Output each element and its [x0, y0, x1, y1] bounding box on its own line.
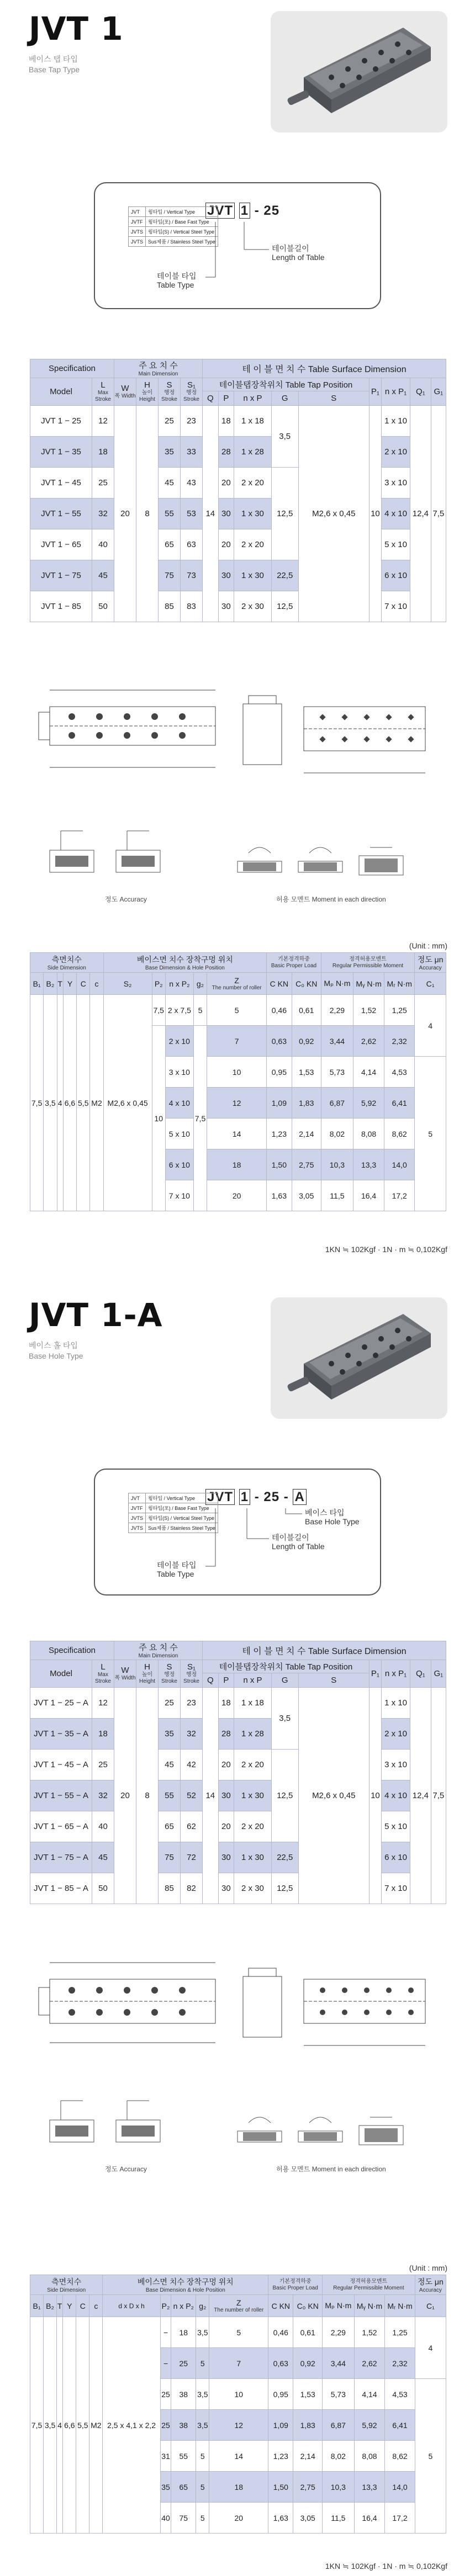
- page-title-a: JVT 1-A: [29, 1296, 163, 1334]
- order-code-box: [94, 182, 381, 309]
- accuracy-diagram-a: [39, 2092, 193, 2159]
- accuracy-label: 정도 Accuracy: [105, 895, 147, 903]
- moment-diagram-a: [232, 2092, 414, 2159]
- technical-drawing: [28, 674, 447, 801]
- footnote: 1KN ≒ 102Kgf · 1N · m ≒ 0,102Kgf: [325, 1245, 447, 1254]
- spec-table: Specification 주 요 치 수 Main Dimension 테 이 블 면 치 수 Table Surface Dimension Model L Max Stroke W 폭 Width H 높이 Height S 행정 Stroke S₁ 행정 Stroke 테이블탭장착위치 Table Tap Position P₁ n x P₁ Q₁ G₁ Q P n x P G S JVT 1 − 25 12 20 8 25 23 14 18 1 x 18 3,5 M2,6 x 0,45 10 1 x 10 12,4 7,5 JVT 1 − 35 18 35 33 28 1 x 28 2 x 10 JVT 1 − 45 25 45 43 20 2 x 20 12,5 3 x 10 JVT 1 − 55 32 55 53 30 1 x 30 4 x 10 JVT 1 − 65 40 65 63 20 2 x 20 5 x 10 JVT 1 − 75 45 75 73 30 1 x 30 22,5 6 x 10 JVT 1 − 85 50 85 83 30 2 x 30 12,5 7 x 10: [30, 359, 446, 622]
- accuracy-diagram: [39, 823, 193, 889]
- length-label: 테이블길이 Length of Table: [272, 244, 325, 262]
- product-image: [265, 6, 453, 138]
- spec-table-a: Specification 주 요 치 수 Main Dimension 테 이 블 면 치 수 Table Surface Dimension Model L Max Stroke W 폭 Width H 높이 Height S 행정 Stroke S₁ 행정 Stroke 테이블탭장착위치 Table Tap Position P₁ n x P₁ Q₁ G₁ Q P n x P G S JVT 1 − 25 − A 12 20 8 25 23 14 18 1 x 18 3,5 M2,6 x 0,45 10 1 x 10 12,4 7,5 JVT 1 − 35 − A 18 35 32 28 1 x 28 2 x 10 JVT 1 − 45 − A 25 45 42 20 2 x 20 12,5 3 x 10 JVT 1 − 55 − A 32 55 52 30 1 x 30 4 x 10 JVT 1 − 65 − A 40 65 62 20 2 x 20 5 x 10 JVT 1 − 75 − A 45 75 72 30 1 x 30 22,5 6 x 10 JVT 1 − 85 − A 50 85 82 30 2 x 30 12,5 7 x 10: [30, 1641, 446, 1904]
- jvt1a-section: [0, 1286, 475, 2576]
- base-table-a: 측면치수 Side Dimension 베이스면 치수 장착구멍 위치 Base Dimension & Hole Position 기본정격하중 Basic Proper Load 정격허용모멘트 Regular Permissible Moment 정도 μn Accuracy B₁ B₂ T Y C c d x D x h P₂ n x P₂ g₂ Z The number of roller C KN C₀ KN Mₚ N·m Mᵧ N·m Mᵣ N·m C₁ 7,5 3,5 4 6,6 5,5 M2 2,5 x 4,1 x 2,2 − 18 3,5 5 0,46 0,61 2,29 1,52 1,25 4 − 25 5 7 0,63 0,92 3,44 2,62 2,32 25 38 3,5 10 0,95 1,53 5,73 4,14 4,53 5 25 38 3,5 12 1,09 1,83 6,87 5,92 6,41 31 55 5 14 1,23 2,14 8,02 8,08 8,62 35 65 5 18 1,50 2,75 10,3 13,3 14,0 40 75 5 20 1,63 3,05 11,5 16,4 17,2: [30, 2275, 446, 2533]
- base-type-label-a: 베이스 타입 Base Hole Type: [305, 1508, 360, 1526]
- units-label: (Unit : mm): [409, 941, 447, 950]
- type-legend: JVT 윙타입 / Vertical Type JVTF 윙타입(포) / Base Fast Type JVTS 윙타입(S) / Vertical Steel Type JVTS Sus제품 / Stainless Steel Type: [128, 206, 218, 247]
- table-type-label-a: 테이블 타입 Table Type: [157, 1561, 197, 1578]
- page-subtitle-en: Base Tap Type: [29, 65, 80, 74]
- product-image-a: [265, 1292, 453, 1424]
- units-label-a: (Unit : mm): [409, 2264, 447, 2272]
- order-code-a: JVT 1 - 25 - A: [205, 1490, 307, 1505]
- base-table: 측면치수 Side Dimension 베이스면 치수 장착구멍 위치 Base Dimension & Hole Position 기본정격하중 Basic Proper Load 정격허용모멘트 Regular Permissible Moment 정도 μn Accuracy B₁ B₂ T Y C c S₂ P₂ n x P₂ g₂ Z The number of roller C KN C₀ KN Mₚ N·m Mᵧ N·m Mᵣ N·m C₁ 7,5 3,5 4 6,6 5,5 M2 M2,6 x 0,45 7,5 2 x 7,5 5 5 0,46 0,61 2,29 1,52 1,25 4 10 2 x 10 7,5 7 0,63 0,92 3,44 2,62 2,32 3 x 10 10 0,95 1,53 5,73 4,14 4,53 5 4 x 10 12 1,09 1,83 6,87 5,92 6,41 5 x 10 14 1,23 2,14 8,02 8,08 8,62 6 x 10 18 1,50 2,75 10,3 13,3 14,0 7 x 10 20 1,63 3,05 11,5 16,4 17,2: [30, 952, 446, 1211]
- type-legend-a: JVT 윙타입 / Vertical Type JVTF 윙타입(포) / Base Fast Type JVTS 윙타입(S) / Vertical Steel Type JVTS Sus제품 / Stainless Steel Type: [128, 1493, 218, 1533]
- page-subtitle-ko: 베이스 탭 타입: [29, 55, 78, 63]
- page-title: JVT 1: [29, 10, 124, 47]
- page-subtitle-ko-a: 베이스 홀 타입: [29, 1341, 78, 1350]
- moment-diagram: [232, 823, 414, 889]
- length-label-a: 테이블길이 Length of Table: [272, 1533, 325, 1551]
- table-type-label: 테이블 타입 Table Type: [157, 272, 197, 289]
- accuracy-label-a: 정도 Accuracy: [105, 2165, 147, 2173]
- technical-drawing-a: [28, 1946, 447, 2073]
- order-code-box-a: [94, 1469, 381, 1596]
- footnote-a: 1KN ≒ 102Kgf · 1N · m ≒ 0,102Kgf: [325, 2562, 447, 2570]
- moment-label: 허용 모멘트 Moment in each direction: [276, 895, 386, 903]
- order-code: JVT 1 - 25: [205, 203, 279, 219]
- page-subtitle-en-a: Base Hole Type: [29, 1351, 83, 1360]
- moment-label-a: 허용 모멘트 Moment in each direction: [276, 2165, 386, 2173]
- jvt1-section: [0, 0, 475, 1286]
